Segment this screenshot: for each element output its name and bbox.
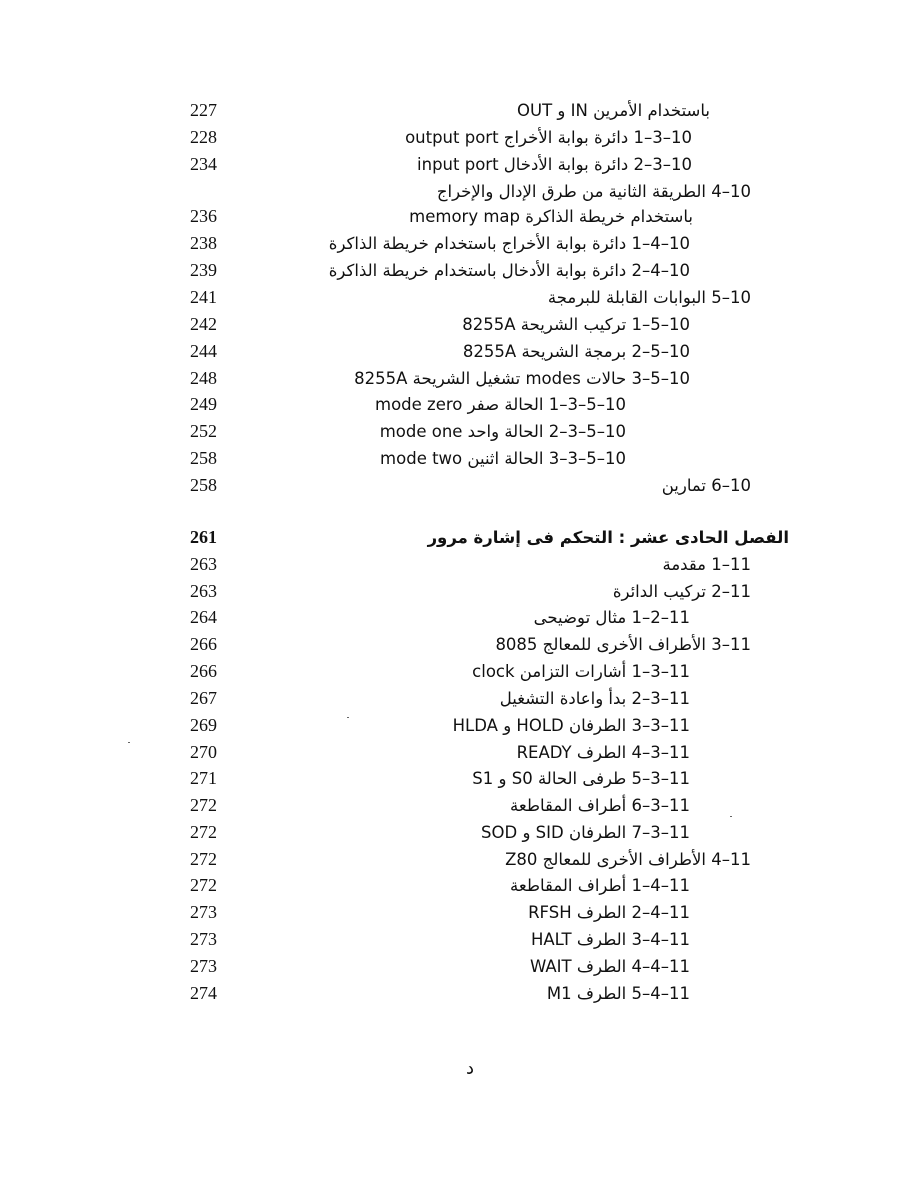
- scan-speck: [730, 816, 732, 817]
- toc-entry-title: 10–5–3–2 الحالة واحد mode one: [379, 422, 626, 441]
- toc-page-number: 252: [190, 421, 217, 441]
- toc-entry-title: 11–3–5 طرفى الحالة S0 و S1: [472, 769, 690, 788]
- toc-page-number: 258: [190, 475, 217, 495]
- toc-row: [0, 819, 923, 846]
- toc-entry-title: 11–3–1 أشارات التزامن clock: [472, 662, 690, 681]
- toc-entry-title: 11–3–7 الطرفان SID و SOD: [481, 823, 690, 842]
- toc-page-number: 227: [190, 100, 217, 120]
- toc-page-number: 234: [190, 154, 217, 174]
- toc-page-number: 261: [190, 527, 217, 547]
- toc-page-number: 273: [190, 902, 217, 922]
- toc-row: [0, 472, 923, 499]
- toc-row: [0, 739, 923, 766]
- toc-page-number: 272: [190, 875, 217, 895]
- scan-speck: [128, 742, 130, 743]
- toc-entry-title: 11–4 الأطراف الأخرى للمعالج Z80: [505, 850, 751, 869]
- toc-entry-title: 11–4–2 الطرف RFSH: [528, 903, 690, 922]
- toc-row: [0, 980, 923, 1007]
- toc-row: [0, 257, 923, 284]
- toc-page-number: 272: [190, 849, 217, 869]
- toc-page-number: 249: [190, 394, 217, 414]
- toc-row: [0, 712, 923, 739]
- toc-row: [0, 685, 923, 712]
- toc-entry-title: 11–3 الأطراف الأخرى للمعالج 8085: [495, 635, 751, 654]
- toc-entry-title: 10–3–2 دائرة بوابة الأدخال input port: [417, 155, 692, 174]
- toc-entry-title: 10–5–2 برمجة الشريحة 8255A: [462, 342, 690, 361]
- toc-entry-title: 11–2–1 مثال توضيحى: [533, 608, 690, 627]
- toc-entry-title: 10–5–3–3 الحالة اثنين mode two: [380, 449, 626, 468]
- toc-entry-title: 11–4–1 أطراف المقاطعة: [510, 876, 690, 895]
- toc-row: [0, 151, 923, 178]
- toc-page-number: 242: [190, 314, 217, 334]
- toc-page-number: 264: [190, 607, 217, 627]
- toc-row: [0, 365, 923, 392]
- toc-entry-title: 11–4–3 الطرف HALT: [530, 930, 690, 949]
- toc-entry-title: 10–5–3 حالات modes تشغيل الشريحة 8255A: [354, 369, 690, 388]
- toc-entry-title: 11–3–4 الطرف READY: [516, 743, 690, 762]
- toc-row: [0, 926, 923, 953]
- toc-page-number: 263: [190, 581, 217, 601]
- toc-entry-title: 11–3–2 بدأ واعادة التشغيل: [499, 689, 690, 708]
- toc-entry-title: 10–4–1 دائرة بوابة الأخراج باستخدام خريطة الذاكرة: [328, 234, 690, 253]
- toc-row: [0, 631, 923, 658]
- chapter-heading-row: [0, 524, 923, 551]
- toc-page-number: 267: [190, 688, 217, 708]
- toc-entry-title: 10–5–3–1 الحالة صفر mode zero: [375, 395, 626, 414]
- toc-row: [0, 846, 923, 873]
- toc-entry-title: 11–4–4 الطرف WAIT: [529, 957, 690, 976]
- toc-page-number: 236: [190, 206, 217, 226]
- toc-page-number: 266: [190, 634, 217, 654]
- toc-page-number: 269: [190, 715, 217, 735]
- toc-entry-title: 10–4–2 دائرة بوابة الأدخال باستخدام خريطة الذاكرة: [328, 261, 690, 280]
- toc-row: [0, 765, 923, 792]
- toc-row: [0, 284, 923, 311]
- page-footer-letter: د: [465, 1058, 474, 1079]
- toc-entry-title: 10–3–1 دائرة بوابة الأخراج output port: [405, 128, 692, 147]
- toc-page-number: 273: [190, 929, 217, 949]
- toc-page-number: 273: [190, 956, 217, 976]
- toc-page-number: 272: [190, 795, 217, 815]
- toc-row: [0, 311, 923, 338]
- chapter-title: الفصل الحادى عشر : التحكم فى إشارة مرور: [427, 528, 789, 547]
- toc-row: [0, 445, 923, 472]
- toc-row: [0, 872, 923, 899]
- toc-row: [0, 604, 923, 631]
- toc-entry-title: 10–4 الطريقة الثانية من طرق الإدال والإخراج: [436, 182, 751, 201]
- toc-row: [0, 899, 923, 926]
- toc-entry-title: 10–5–1 تركيب الشريحة 8255A: [462, 315, 690, 334]
- toc-page-number: [190, 178, 250, 205]
- toc-page-number: 239: [190, 260, 217, 280]
- toc-entry-title: 10–6 تمارين: [661, 476, 751, 495]
- toc-entry-title: 11–1 مقدمة: [662, 555, 751, 574]
- toc-page-number: 258: [190, 448, 217, 468]
- toc-entry-title: 11–4–5 الطرف M1: [546, 984, 690, 1003]
- toc-row: [0, 953, 923, 980]
- toc-page-number: 228: [190, 127, 217, 147]
- toc-entry-title: 11–3–6 أطراف المقاطعة: [510, 796, 690, 815]
- toc-entry-title: 11–3–3 الطرفان HOLD و HLDA: [452, 716, 690, 735]
- toc-row: [0, 551, 923, 578]
- toc-page-number: 274: [190, 983, 217, 1003]
- toc-row: [0, 97, 923, 124]
- toc-row: [0, 391, 923, 418]
- toc-row: [0, 792, 923, 819]
- toc-page-number: 241: [190, 287, 217, 307]
- scan-speck: [347, 717, 349, 718]
- toc-entry-title: باستخدام خريطة الذاكرة memory map: [409, 207, 693, 226]
- toc-entry-title: 10–5 البوابات القابلة للبرمجة: [547, 288, 751, 307]
- toc-page-number: 266: [190, 661, 217, 681]
- toc-row: [0, 578, 923, 605]
- toc-row: [0, 230, 923, 257]
- toc-page-number: 272: [190, 822, 217, 842]
- toc-page-number: 270: [190, 742, 217, 762]
- toc-row: [0, 418, 923, 445]
- toc-row: [0, 203, 923, 230]
- toc-row: [0, 338, 923, 365]
- toc-entry-title: 11–2 تركيب الدائرة: [612, 582, 751, 601]
- toc-row: [0, 124, 923, 151]
- toc-row: [0, 658, 923, 685]
- toc-page-number: 248: [190, 368, 217, 388]
- toc-page-number: 263: [190, 554, 217, 574]
- toc-page-number: 271: [190, 768, 217, 788]
- toc-entry-title: باستخدام الأمرين IN و OUT: [517, 101, 710, 120]
- toc-row: [0, 178, 923, 205]
- toc-page-number: 244: [190, 341, 217, 361]
- toc-page-number: 238: [190, 233, 217, 253]
